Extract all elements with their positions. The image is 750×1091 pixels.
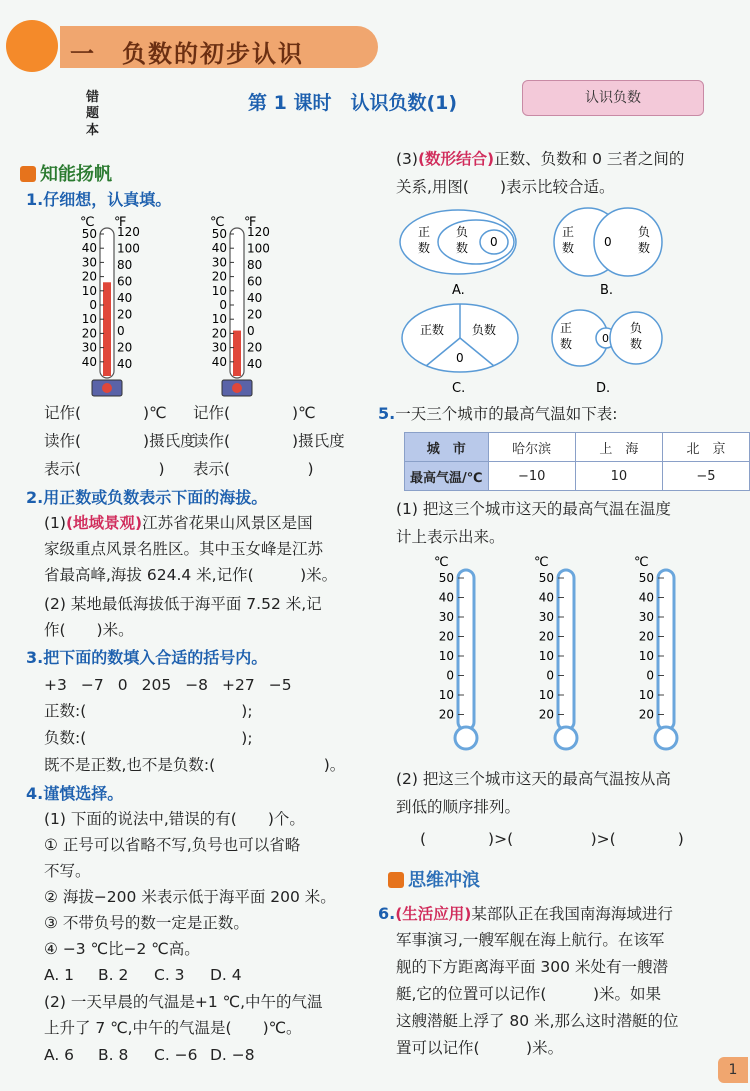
dual-scale-thermometers bbox=[70, 212, 310, 402]
tick-label: 40 bbox=[438, 590, 454, 605]
q3-positive-line: 正数:( ); bbox=[44, 702, 253, 720]
mercury-column bbox=[103, 282, 111, 376]
fahrenheit-unit-label: ℉ bbox=[244, 215, 257, 230]
venn-d-pos-2: 数 bbox=[560, 337, 573, 351]
q4-options-1: A. 1 B. 2 C. 3 D. 4 bbox=[44, 966, 242, 984]
q2-part1-line1: (1)(地域景观)江苏省花果山风景区是国 bbox=[44, 514, 313, 532]
celsius-tick-label: 40 bbox=[211, 354, 227, 369]
q1-left-line-2: 读作( )摄氏度 bbox=[44, 432, 196, 450]
table-cell-city-3: 北 京 bbox=[662, 433, 749, 462]
q4-statement-3: ③ 不带负号的数一定是正数。 bbox=[44, 914, 249, 932]
venn-b-pos-1: 正 bbox=[562, 225, 575, 239]
venn-c-neg: 负数 bbox=[472, 323, 497, 337]
fahrenheit-tick-label: 40 bbox=[117, 290, 133, 305]
fahrenheit-tick-label: 40 bbox=[247, 290, 263, 305]
tick-label: 0 bbox=[646, 668, 654, 683]
q3-number: +27 bbox=[222, 676, 255, 694]
q1-right-line-2: 读作( )摄氏度 bbox=[193, 432, 345, 450]
fahrenheit-tick-label: 100 bbox=[247, 241, 270, 256]
thermometer-bulb bbox=[555, 727, 577, 749]
city-temperature-table bbox=[404, 432, 750, 491]
venn-a-zero: 0 bbox=[490, 235, 498, 249]
q4-part2-line2: 上升了 7 ℃,中午的气温是( )℃。 bbox=[44, 1019, 302, 1037]
fahrenheit-tick-label: 120 bbox=[247, 225, 270, 239]
tick-label: 10 bbox=[538, 688, 554, 702]
tick-label: 10 bbox=[438, 649, 454, 663]
fahrenheit-tick-label: 80 bbox=[117, 257, 133, 272]
q4-part3-line2: 关系,用图( )表示比较合适。 bbox=[396, 178, 615, 196]
question-6-line5: 这艘潜艇上浮了 80 米,那么这时潜艇的位 bbox=[396, 1012, 679, 1030]
tick-label: 50 bbox=[538, 571, 554, 585]
q1-left-line-1: 记作( )℃ bbox=[44, 404, 167, 422]
thermometer-tube bbox=[658, 570, 674, 730]
celsius-tick-label: 20 bbox=[81, 269, 97, 284]
celsius-tick-label: 30 bbox=[211, 255, 227, 270]
celsius-tick-label: 20 bbox=[211, 269, 227, 284]
celsius-tick-label: 10 bbox=[211, 283, 227, 298]
celsius-tick-label: 30 bbox=[211, 340, 227, 355]
venn-b-pos-2: 数 bbox=[562, 241, 575, 255]
chapter-title: 一 负数的初步认识 bbox=[70, 40, 304, 68]
venn-d-zero: 0 bbox=[602, 332, 609, 345]
q3-number: +3 bbox=[44, 676, 67, 694]
fahrenheit-tick-label: 20 bbox=[247, 340, 263, 355]
q3-number: −5 bbox=[268, 676, 292, 694]
q2-part1-line3: 省最高峰,海拔 624.4 米,记作( )米。 bbox=[44, 566, 338, 584]
venn-a-label: A. bbox=[452, 283, 465, 298]
q4-statement-2: ② 海拔−200 米表示低于海平面 200 米。 bbox=[44, 888, 336, 906]
question-6-line6: 置可以记作( )米。 bbox=[396, 1039, 564, 1057]
tick-label: 10 bbox=[438, 688, 454, 702]
venn-option-c[interactable] bbox=[402, 304, 518, 396]
tick-label: 20 bbox=[638, 629, 654, 644]
tick-label: 20 bbox=[438, 629, 454, 644]
tick-label: 10 bbox=[638, 649, 654, 663]
fahrenheit-unit-label: ℉ bbox=[114, 215, 127, 230]
fahrenheit-tick-label: 20 bbox=[117, 307, 133, 322]
thermometer-bulb bbox=[655, 727, 677, 749]
thermometer-bulb bbox=[455, 727, 477, 749]
q2-part2-line2: 作( )米。 bbox=[44, 621, 134, 639]
table-cell-temp-3: −5 bbox=[662, 462, 749, 491]
question-4: 4.谨慎选择。 bbox=[26, 784, 124, 803]
blank-thermometers bbox=[420, 552, 700, 758]
thermometer-right bbox=[210, 215, 270, 396]
q5-part1-line2: 计上表示出来。 bbox=[396, 528, 505, 546]
table-cell-city-1: 哈尔滨 bbox=[488, 433, 575, 462]
section-title-1: 知能扬帆 bbox=[20, 160, 112, 186]
q3-number: −7 bbox=[80, 676, 104, 694]
thermometer-tube bbox=[458, 570, 474, 730]
fahrenheit-tick-label: 20 bbox=[117, 340, 133, 355]
tick-label: 20 bbox=[538, 629, 554, 644]
lesson-title: 第 1 课时 认识负数(1) bbox=[248, 92, 458, 114]
celsius-unit-label: ℃ bbox=[634, 555, 649, 570]
table-cell-temp-2: 10 bbox=[575, 462, 662, 491]
question-5: 5.一天三个城市的最高气温如下表: bbox=[378, 404, 618, 423]
table-row bbox=[405, 433, 750, 462]
q4-part2-line1: (2) 一天早晨的气温是+1 ℃,中午的气温 bbox=[44, 993, 323, 1011]
q5-part2-line1: (2) 把这三个城市这天的最高气温按从高 bbox=[396, 770, 671, 788]
celsius-tick-label: 0 bbox=[219, 298, 227, 312]
q3-negative-line: 负数:( ); bbox=[44, 729, 253, 747]
tick-label: 0 bbox=[446, 668, 454, 683]
q5-part2-line2: 到低的顺序排列。 bbox=[396, 798, 521, 816]
venn-b-neg-2: 数 bbox=[638, 241, 651, 255]
mercury-bulb bbox=[102, 383, 112, 393]
fahrenheit-tick-label: 0 bbox=[247, 323, 255, 338]
venn-d-pos-1: 正 bbox=[560, 321, 573, 335]
venn-option-d[interactable] bbox=[552, 310, 662, 396]
fahrenheit-tick-label: 100 bbox=[117, 241, 140, 256]
q1-right-line-3: 表示( ) bbox=[193, 460, 314, 478]
q3-number: 205 bbox=[141, 676, 172, 694]
celsius-unit-label: ℃ bbox=[210, 215, 225, 230]
celsius-tick-label: 20 bbox=[211, 326, 227, 341]
mistake-notebook-label: 错题本 bbox=[86, 90, 100, 138]
tick-label: 0 bbox=[546, 668, 554, 683]
q3-number-list bbox=[44, 675, 306, 695]
celsius-tick-label: 10 bbox=[211, 312, 227, 327]
celsius-tick-label: 40 bbox=[211, 241, 227, 256]
q3-neither-line: 既不是正数,也不是负数:( )。 bbox=[44, 756, 346, 774]
question-3: 3.把下面的数填入合适的括号内。 bbox=[26, 648, 268, 667]
venn-b-label: B. bbox=[600, 283, 614, 298]
tick-label: 40 bbox=[638, 590, 654, 605]
section-title-2: 思维冲浪 bbox=[388, 866, 480, 892]
fahrenheit-tick-label: 20 bbox=[247, 307, 263, 322]
tick-label: 30 bbox=[538, 610, 554, 624]
venn-a-neg-2: 数 bbox=[456, 241, 469, 255]
thermometer-harbin[interactable] bbox=[434, 555, 484, 758]
celsius-tick-label: 30 bbox=[81, 340, 97, 355]
tick-label: 20 bbox=[638, 707, 654, 722]
q1-right-line-1: 记作( )℃ bbox=[193, 404, 316, 422]
venn-a-pos-1: 正 bbox=[418, 225, 431, 239]
venn-options bbox=[396, 198, 696, 398]
fahrenheit-tick-label: 60 bbox=[117, 274, 133, 289]
venn-b-neg-1: 负 bbox=[638, 225, 651, 239]
table-cell-temp-1: −10 bbox=[488, 462, 575, 491]
fahrenheit-tick-label: 80 bbox=[247, 257, 263, 272]
venn-c-zero: 0 bbox=[456, 351, 464, 365]
celsius-unit-label: ℃ bbox=[434, 555, 449, 570]
page-number: 1 bbox=[718, 1057, 748, 1083]
celsius-tick-label: 10 bbox=[81, 283, 97, 298]
thermometer-left bbox=[80, 215, 140, 396]
tick-label: 40 bbox=[538, 590, 554, 605]
venn-c-pos: 正数 bbox=[420, 323, 445, 337]
venn-a-pos-2: 数 bbox=[418, 241, 431, 255]
tick-label: 50 bbox=[438, 571, 454, 585]
celsius-tick-label: 30 bbox=[81, 255, 97, 270]
table-header-temp: 最高气温/℃ bbox=[405, 462, 489, 491]
q4-part1: (1) 下面的说法中,错误的有( )个。 bbox=[44, 810, 305, 828]
q2-part1-line2: 家级重点风景名胜区。其中玉女峰是江苏 bbox=[44, 540, 324, 558]
thermometer-shanghai[interactable] bbox=[534, 555, 578, 758]
question-1: 1.仔细想，认真填。 bbox=[26, 190, 172, 209]
celsius-tick-label: 40 bbox=[81, 241, 97, 256]
q3-number: −8 bbox=[185, 676, 209, 694]
section-flag-icon bbox=[20, 166, 36, 182]
question-6-line1: 6.(生活应用)某部队正在我国南海海域进行 bbox=[378, 904, 673, 923]
thermometer-tube bbox=[558, 570, 574, 730]
q4-statement-4: ④ −3 ℃比−2 ℃高。 bbox=[44, 940, 200, 958]
q4-options-2: A. 6 B. 8 C. −6 D. −8 bbox=[44, 1046, 255, 1064]
venn-a-neg-1: 负 bbox=[456, 225, 469, 239]
question-6-line4: 艇,它的位置可以记作( )米。如果 bbox=[396, 985, 662, 1003]
question-6-line3: 舰的下方距离海平面 300 米处有一艘潜 bbox=[396, 958, 668, 976]
mercury-column bbox=[233, 331, 241, 376]
table-header-city: 城 市 bbox=[405, 433, 489, 462]
q5-part1-line1: (1) 把这三个城市这天的最高气温在温度 bbox=[396, 500, 671, 518]
venn-d-label: D. bbox=[596, 381, 611, 396]
q4-part3-line1: (3)(数形结合)正数、负数和 0 三者之间的 bbox=[396, 150, 685, 168]
venn-d-neg-2: 数 bbox=[630, 337, 643, 351]
tick-label: 30 bbox=[438, 610, 454, 624]
celsius-tick-label: 50 bbox=[211, 227, 227, 241]
fahrenheit-tick-label: 60 bbox=[247, 274, 263, 289]
venn-option-a[interactable] bbox=[400, 210, 516, 298]
q5-order-line: ( )>( )>( ) bbox=[420, 830, 684, 848]
venn-b-zero: 0 bbox=[604, 235, 612, 249]
venn-d-neg-1: 负 bbox=[630, 321, 643, 335]
sun-mascot-icon bbox=[6, 20, 58, 72]
q3-number: 0 bbox=[117, 676, 128, 694]
question-2: 2.用正数或负数表示下面的海拔。 bbox=[26, 488, 268, 507]
q2-part2-line1: (2) 某地最低海拔低于海平面 7.52 米,记 bbox=[44, 595, 322, 613]
tick-label: 20 bbox=[438, 707, 454, 722]
venn-option-b[interactable] bbox=[554, 208, 662, 298]
section-dolphin-icon bbox=[388, 872, 404, 888]
fahrenheit-tick-label: 120 bbox=[117, 225, 140, 239]
mercury-bulb bbox=[232, 383, 242, 393]
celsius-tick-label: 0 bbox=[89, 298, 97, 312]
question-6-line2: 军事演习,一艘军舰在海上航行。在该军 bbox=[396, 931, 665, 949]
table-cell-city-2: 上 海 bbox=[575, 433, 662, 462]
thermometer-beijing[interactable] bbox=[634, 555, 678, 758]
celsius-tick-label: 10 bbox=[81, 312, 97, 327]
celsius-unit-label: ℃ bbox=[80, 215, 95, 230]
fahrenheit-tick-label: 40 bbox=[247, 356, 263, 371]
fahrenheit-tick-label: 40 bbox=[117, 356, 133, 371]
celsius-tick-label: 20 bbox=[81, 326, 97, 341]
tick-label: 10 bbox=[538, 649, 554, 663]
tick-label: 10 bbox=[638, 688, 654, 702]
table-row bbox=[405, 462, 750, 491]
celsius-unit-label: ℃ bbox=[534, 555, 549, 570]
q4-statement-1a: ① 正号可以省略不写,负号也可以省略 bbox=[44, 836, 301, 854]
venn-c-label: C. bbox=[452, 381, 466, 396]
topic-box: 认识负数 bbox=[522, 80, 704, 116]
tick-label: 30 bbox=[638, 610, 654, 624]
q1-left-line-3: 表示( ) bbox=[44, 460, 165, 478]
tick-label: 20 bbox=[538, 707, 554, 722]
q4-statement-1b: 不写。 bbox=[44, 862, 91, 880]
fahrenheit-tick-label: 0 bbox=[117, 323, 125, 338]
celsius-tick-label: 50 bbox=[81, 227, 97, 241]
celsius-tick-label: 40 bbox=[81, 354, 97, 369]
tick-label: 50 bbox=[638, 571, 654, 585]
